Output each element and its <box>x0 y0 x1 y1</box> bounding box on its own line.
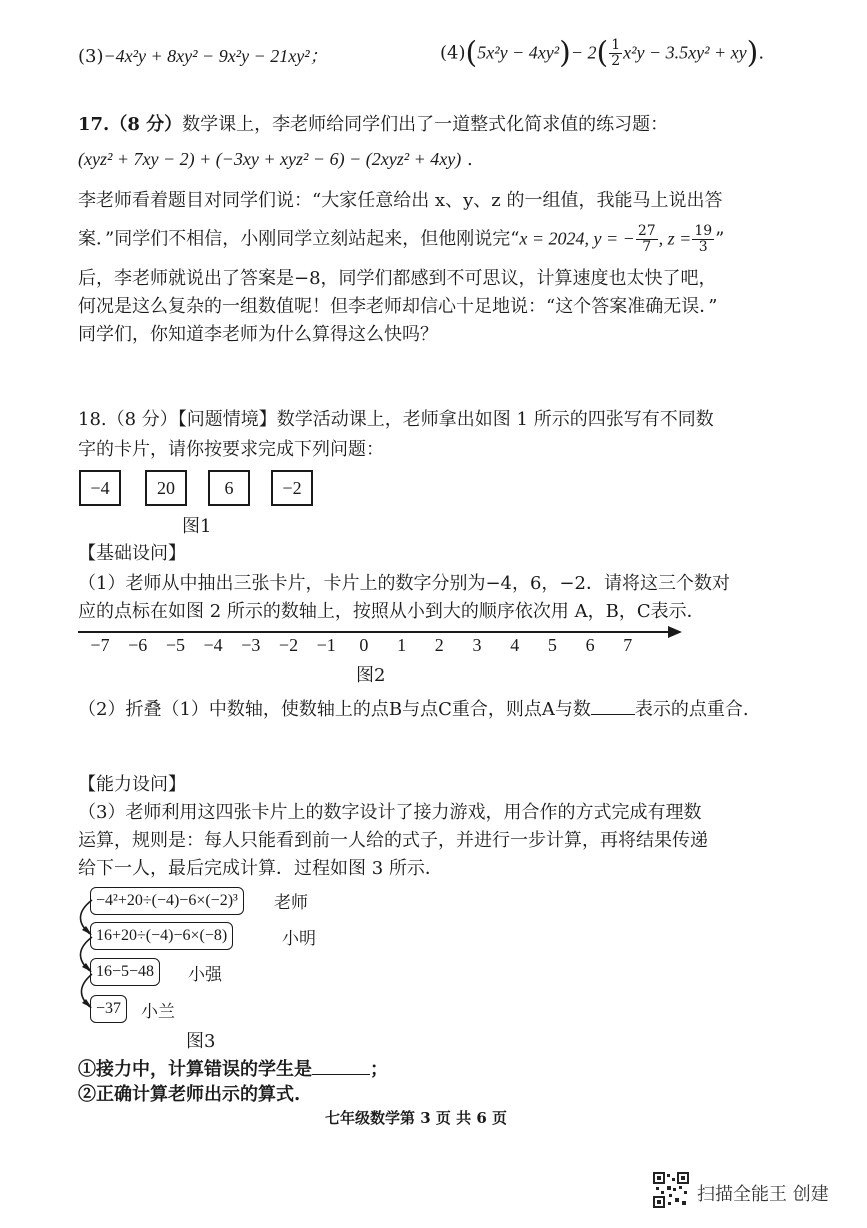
frac-z: $\frac{19}{3}$ <box>694 223 713 255</box>
p3-line2: 运算，规则是：每人只能看到前一人给的式子，并进行一步计算，再将结果传递 <box>78 830 708 851</box>
axis-tick-label: −3 <box>241 635 261 655</box>
axis-tick-label: −6 <box>128 635 148 655</box>
expr3-formula: −4x²y + 8xy² − 9x²y − 21xy²； <box>103 46 328 66</box>
q18-line2: 字的卡片，请你按要求完成下列问题： <box>78 439 384 460</box>
relay-box-teacher: −4²+20÷(−4)−6×(−2)³ <box>90 887 244 915</box>
relay-box-xiaoming: 16+20÷(−4)−6×(−8) <box>90 922 233 950</box>
axis-tick-label: 2 <box>434 635 444 655</box>
axis-tick-label: −5 <box>165 635 185 655</box>
p3-line1: （3）老师利用这四张卡片上的数字设计了接力游戏，用合作的方式完成有理数 <box>78 802 702 823</box>
axis-tick-label: −1 <box>316 635 336 655</box>
relay-name-xiaoqiang: 小强 <box>188 965 222 985</box>
axis-tick-label: −2 <box>278 635 299 655</box>
q18-line1: 18.（8 分）【问题情境】数学活动课上，老师拿出如图 1 所示的四张写有不同数 <box>78 409 714 430</box>
relay-box-xiaoqiang: 16−5−48 <box>90 958 160 986</box>
frac-half: $\frac{1}{2}$ <box>611 37 621 69</box>
p2-blank[interactable] <box>591 714 635 715</box>
fig3-caption: 图3 <box>186 1031 216 1052</box>
q17-title: 17.（8 分）数学课上，李老师给同学们出了一道整式化简求值的练习题： <box>78 114 669 135</box>
fig2-caption: 图2 <box>356 665 386 686</box>
card-4: −2 <box>271 470 313 506</box>
axis-tick-label: 1 <box>397 635 407 655</box>
q17-line1: 李老师看着题目对同学们说：“大家任意给出 x、y、z 的一组值，我能马上说出答 <box>78 190 723 211</box>
p2-line: （2）折叠（1）中数轴，使数轴上的点B与点C重合，则点A与数 表示的点重合. <box>78 699 749 720</box>
p1-line2: 应的点标在如图 2 所示的数轴上，按照从小到大的顺序依次用 A，B，C表示． <box>78 601 705 622</box>
watermark-text: 扫描全能王 创建 <box>697 1184 829 1205</box>
axis-tick-label: −7 <box>90 635 110 655</box>
expr3: (3)−4x²y + 8xy² − 9x²y − 21xy²； <box>78 46 328 67</box>
card-1: −4 <box>79 470 121 506</box>
axis-tick-label: 3 <box>472 635 482 655</box>
card-2: 20 <box>145 470 187 506</box>
axis-tick-label: 7 <box>623 635 633 655</box>
axis-tick-label: 4 <box>510 635 520 655</box>
expr4: (4)(5x²y − 4xy²)− 2( $\frac{1}{2}$ x²y − 3.5xy² + xy). <box>440 35 765 71</box>
frac-y: $\frac{27}{7}$ <box>637 223 656 255</box>
axis-tick-label: −4 <box>203 635 223 655</box>
basic-title: 【基础设问】 <box>78 543 186 564</box>
sub2-line: ②正确计算老师出示的算式. <box>78 1084 301 1105</box>
qr-code-icon <box>653 1172 689 1208</box>
ability-title: 【能力设问】 <box>78 774 186 795</box>
p1-line1: （1）老师从中抽出三张卡片，卡片上的数字分别为−4，6，−2．请将这三个数对 <box>78 573 730 594</box>
axis-tick-label: 5 <box>547 635 557 655</box>
axis-tick-label: 0 <box>359 635 369 655</box>
q17-line5: 同学们，你知道李老师为什么算得这么快吗？ <box>78 324 438 345</box>
page-footer: 七年级数学第 3 页 共 6 页 <box>325 1109 507 1127</box>
q17-line2: 案．”同学们不相信，小刚同学立刻站起来，但他刚说完“x = 2024, y = − $\frac{27}{7}$ , z = $\frac{19}{3}$ ” <box>78 223 725 255</box>
relay-name-teacher: 老师 <box>274 893 308 913</box>
relay-name-xiaolan: 小兰 <box>141 1002 175 1022</box>
p3-line3: 给下一人，最后完成计算．过程如图 3 所示． <box>78 858 443 879</box>
fig1-caption: 图1 <box>182 516 212 537</box>
axis-tick-label: 6 <box>585 635 595 655</box>
relay-name-xiaoming: 小明 <box>282 929 316 949</box>
q17-expression: (xyz² + 7xy − 2) + (−3xy + xyz² − 6) − (2xyz² + 4xy) . <box>78 149 473 170</box>
card-3: 6 <box>208 470 250 506</box>
q17-line4: 何况是这么复杂的一组数值呢！但李老师却信心十足地说：“这个答案准确无误．” <box>78 296 718 317</box>
q17-line3: 后，李老师就说出了答案是−8，同学们都感到不可思议，计算速度也太快了吧， <box>78 268 717 289</box>
relay-box-xiaolan: −37 <box>90 995 127 1023</box>
sub1-line: ①接力中，计算错误的学生是 ； <box>78 1059 388 1080</box>
sub1-blank[interactable] <box>312 1074 370 1075</box>
